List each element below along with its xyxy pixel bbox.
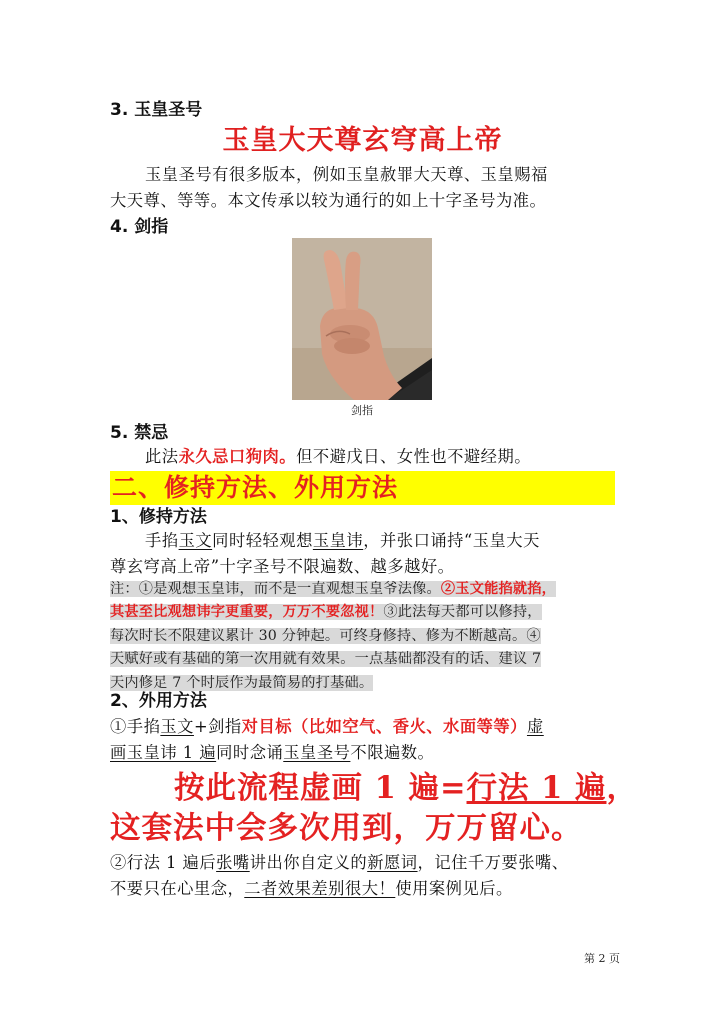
part-2-banner-text: 二、修持方法、外用方法 — [112, 473, 399, 502]
prohibition-text-red: 永久忌口狗肉。 — [178, 447, 297, 466]
note-text: ③此法每天都可以修持， — [383, 604, 542, 621]
note-text: 天赋好或有基础的第一次用就有效果。一点基础都没有的话、建议 7 — [110, 651, 542, 668]
note-line-4 — [110, 648, 615, 671]
jade-text-term: 玉文 — [160, 717, 194, 736]
note-text: 注：①是观想玉皇讳，而不是一直观想玉皇爷法像。 — [110, 581, 441, 597]
sword-finger-photo — [292, 238, 432, 400]
open-mouth-term: 张嘴 — [216, 853, 250, 872]
note-line-1 — [110, 578, 615, 601]
external-line-2 — [110, 740, 615, 766]
vow-line-1 — [110, 850, 615, 876]
section-3-heading: 3. 玉皇圣号 — [110, 100, 203, 120]
note-emphasis: 其甚至比观想讳字更重要，万万不要忽视！ — [110, 604, 384, 621]
key-statement-text: 按此流程虚画 1 遍= — [174, 770, 467, 806]
external-line-1 — [110, 714, 615, 740]
photo-caption: 剑指 — [351, 404, 373, 417]
external-text: +剑指 — [193, 717, 242, 736]
prohibition-text-b: 但不避戊日、女性也不避经期。 — [296, 447, 532, 466]
section-5-paragraph — [110, 444, 615, 470]
prohibition-text-a: 此法 — [145, 447, 179, 466]
section-3-line-1: 玉皇圣号有很多版本，例如玉皇赦罪大天尊、玉皇赐福 — [145, 165, 548, 184]
jade-emperor-title: 玉皇大天尊玄穹高上帝 — [222, 125, 503, 156]
key-statement-text: ， — [606, 770, 638, 806]
practice-text: ，并张口诵持“玉皇大天 — [363, 531, 540, 550]
vow-paragraph — [110, 850, 615, 902]
part-2-banner — [110, 471, 615, 505]
page-number: 第 2 页 — [584, 952, 620, 965]
external-text: 不限遍数。 — [350, 743, 435, 762]
practice-text: 同时轻轻观想 — [212, 531, 313, 550]
section-5-heading: 5. 禁忌 — [110, 423, 169, 443]
vow-line-2 — [110, 876, 615, 902]
target-examples: 对目标（比如空气、香火、水面等等） — [241, 717, 527, 736]
practice-line-2: 尊玄穹高上帝”十字圣号不限遍数、越多越好。 — [110, 557, 455, 576]
hand-gesture-icon — [292, 238, 432, 400]
note-block — [110, 578, 615, 695]
key-statement-line-1 — [110, 766, 638, 810]
note-emphasis: ②玉文能掐就掐， — [440, 581, 557, 597]
practice-line-1 — [110, 528, 615, 554]
draw-once-term: 画玉皇讳 1 遍 — [110, 743, 217, 762]
practice-method-heading: 1、修持方法 — [110, 507, 207, 527]
difference-emphasis: 二者效果差别很大！ — [244, 879, 396, 898]
key-statement-line-2: 这套法中会多次用到，万万留心。 — [110, 810, 583, 846]
external-method-heading: 2、外用方法 — [110, 691, 207, 711]
note-line-2 — [110, 601, 615, 624]
external-method-paragraph — [110, 714, 615, 766]
section-3-paragraph — [110, 162, 615, 214]
vow-text: ②行法 1 遍后 — [110, 853, 217, 872]
external-text-underlined: 虚 — [526, 717, 544, 736]
note-text: 天内修足 7 个时辰作为最简易的打基础。 — [110, 674, 374, 691]
section-3-line-2: 大天尊、等等。本文传承以较为通行的如上十字圣号为准。 — [110, 191, 547, 210]
external-text: ①手掐 — [110, 717, 161, 736]
jade-emperor-name-term: 玉皇讳 — [312, 531, 364, 550]
key-statement-underlined: 行法 1 遍 — [466, 770, 607, 806]
vow-text: 讲出你自定义的 — [249, 853, 368, 872]
jade-text-term: 玉文 — [178, 531, 213, 550]
practice-text: 手掐 — [145, 531, 179, 550]
practice-method-paragraph — [110, 528, 615, 580]
vow-text: ，记住千万要张嘴、 — [417, 853, 569, 872]
note-line-3 — [110, 625, 615, 648]
vow-text: 不要只在心里念， — [110, 879, 245, 898]
external-text: 同时念诵 — [216, 743, 284, 762]
holy-title-term: 玉皇圣号 — [283, 743, 351, 762]
vow-text: 使用案例见后。 — [395, 879, 513, 898]
section-4-heading: 4. 剑指 — [110, 217, 169, 237]
note-text: 每次时长不限建议累计 30 分钟起。可终身修持、修为不断越高。④ — [110, 627, 541, 644]
new-vow-term: 新愿词 — [367, 853, 418, 872]
